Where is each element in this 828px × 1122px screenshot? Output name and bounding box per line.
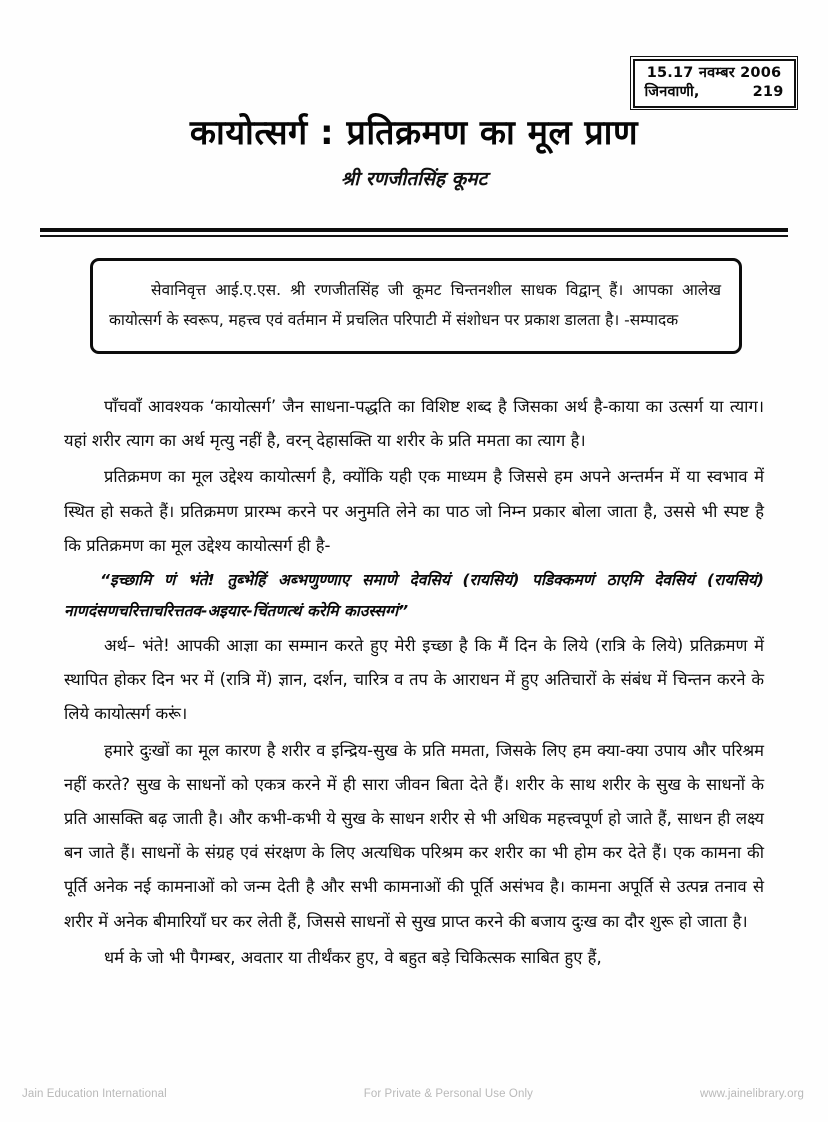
issue-journal-line — [643, 83, 786, 102]
title-block — [0, 110, 828, 192]
issue-stamp-box — [630, 56, 798, 110]
prakrit-quotation: “इच्छामि णं भंते! तुब्भेहिं अब्भणुण्णाए समाणे देवसियं (रायसियं) पडिक्कमणं ठाएमि देवसियं (रायसियं) नाणदंसणचरित्ताचरित्ततव-अइयार-चिंतणत्थं करेमि काउस्सग्गं” — [64, 571, 764, 621]
footer-left-text: Jain Education International — [22, 1088, 167, 1100]
author-byline: श्री रणजीतसिंह कूमट — [340, 168, 488, 190]
issue-stamp-inner — [633, 59, 796, 108]
paragraph-1: पाँचवाँ आवश्यक ‘कायोत्सर्ग’ जैन साधना-पद्धति का विशिष्ट शब्द है जिसका अर्थ है-काया का उत्सर्ग या त्याग। यहां शरीर त्याग का अर्थ मृत्यु नहीं है, वरन् देहासक्ति या शरीर के प्रति ममता का त्याग है। — [64, 397, 764, 451]
body-column — [64, 390, 764, 977]
footer-center-text: For Private & Personal Use Only — [363, 1088, 533, 1100]
footer-right-url[interactable]: www.jainelibrary.org — [699, 1088, 804, 1100]
divider-thin-line — [40, 235, 788, 237]
page-title: कायोत्सर्ग : प्रतिक्रमण का मूल प्राण — [189, 113, 639, 153]
paragraph-5: हमारे दुःखों का मूल कारण है शरीर व इन्द्रिय-सुख के प्रति ममता, जिसके लिए हम क्या-क्या उपाय और परिश्रम नहीं करते? सुख के साधनों को एकत्र करने में ही सारा जीवन बिता देते हैं। शरीर के साथ शरीर के सुख के साधनों के प्रति आसक्ति बढ़ जाती है। और कभी-कभी ये सुख के साधन शरीर से भी अधिक महत्त्वपूर्ण हो जाते हैं, साधन ही लक्ष्य बन जाते हैं। साधनों के संग्रह एवं संरक्षण के लिए अत्यधिक परिश्रम कर शरीर का भी होम कर देते हैं। एक कामना की पूर्ति अनेक नई कामनाओं को जन्म देती है और सभी कामनाओं की पूर्ति असंभव है। कामना अपूर्ति से उत्पन्न तनाव से शरीर में अनेक बीमारियाँ घर कर लेती हैं, जिससे साधनों से सुख प्राप्त करने की बजाय दुःख का दौर शुरू हो जाता है। — [64, 740, 764, 931]
divider-thick-line — [40, 228, 788, 232]
header-divider — [40, 228, 788, 237]
journal-name: जिनवाणी, — [644, 83, 700, 100]
editor-note-text — [109, 275, 721, 335]
paragraph-6: धर्म के जो भी पैगम्बर, अवतार या तीर्थंकर हुए, वे बहुत बड़े चिकित्सक साबित हुए हैं, — [104, 947, 602, 967]
issue-date: 15.17 नवम्बर 2006 — [646, 64, 782, 81]
editor-note-box — [90, 258, 742, 354]
editor-note-body: सेवानिवृत्त आई.ए.एस. श्री रणजीतसिंह जी कूमट चिन्तनशील साधक विद्वान् हैं। आपका आलेख कायोत्सर्ग के स्वरूप, महत्त्व एवं वर्तमान में प्रचलित परिपाटी में संशोधन पर प्रकाश डालता है। -सम्पादक — [109, 281, 721, 329]
paragraph-2: प्रतिक्रमण का मूल उद्देश्य कायोत्सर्ग है, क्योंकि यही एक माध्यम है जिससे हम अपने अन्तर्मन में या स्वभाव में स्थित हो सकते हैं। प्रतिक्रमण प्रारम्भ करने पर अनुमति लेने का पाठ जो निम्न प्रकार बोला जाता है, उससे भी स्पष्ट है कि प्रतिक्रमण का मूल उद्देश्य कायोत्सर्ग ही है- — [64, 467, 764, 555]
page-footer — [0, 1088, 828, 1100]
page-number: 219 — [752, 83, 784, 100]
paragraph-4-meaning: अर्थ– भंते! आपकी आज्ञा का सम्मान करते हुए मेरी इच्छा है कि मैं दिन के लिये (रात्रि के लिये) प्रतिक्रमण में स्थापित होकर दिन भर में (रात्रि में) ज्ञान, दर्शन, चारित्र व तप के आराधन में हुए अतिचारों के संबंध में चिन्तन करने के लिये कायोत्सर्ग करूं। — [64, 636, 764, 724]
